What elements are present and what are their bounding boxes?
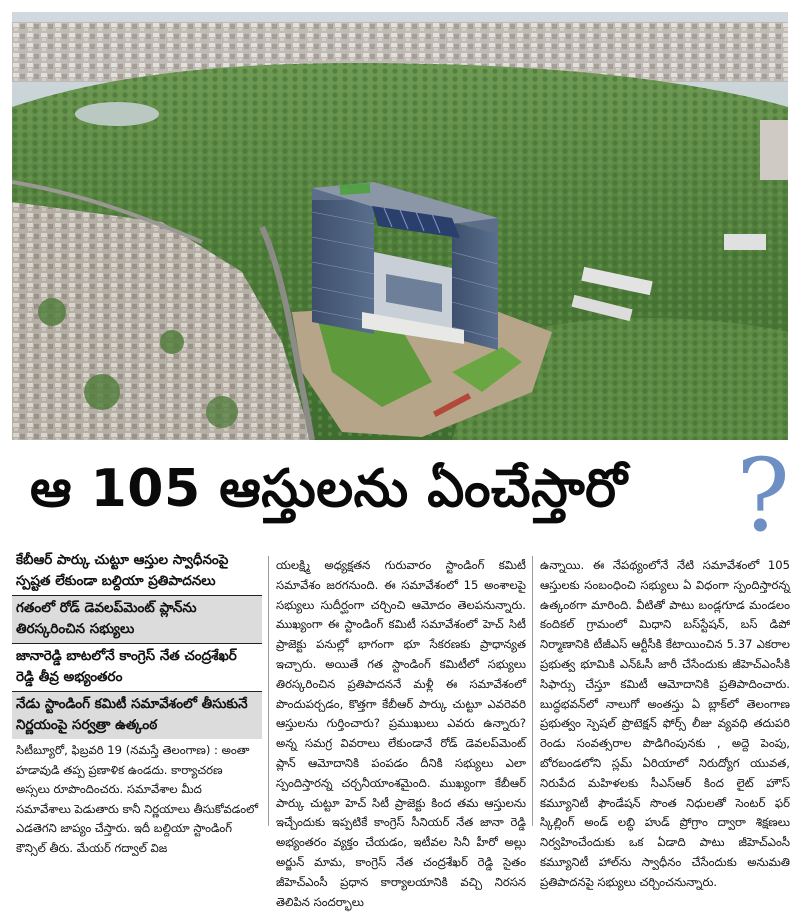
question-mark-icon [734,442,792,542]
body-paragraph: ఉన్నాయి. ఈ నేపథ్యంలోనే నేటి సమావేశంలో 105 ఆస్తులకు సంబంధించి సభ్యులు ఏ విధంగా స్పందిస్తారన్న ఉత్కంఠగా మారింది. వీటితో పాటు బండ్లగూడ మండలం కందికల్ గ్రామంలో మిధాని బస్‌స్టేషన్, బస్ డిపో నిర్మాణానికి టీజీఎస్ ఆర్టీసీకి కేటాయించిన 5.37 ఎకరాల ప్రభుత్వ భూమికి ఎన్‌ఓసీ జారీ చేసేందుకు జీహెచ్ఎంసీకి సిఫార్సు చేస్తూ కమిటీ ఆమోదానికి ప్రతిపాదించారు. బుద్ధభవన్‌లో నాలుగో అంతస్తు ఏ బ్లాక్‌లో తెలంగాణ ప్రభుత్వం స్పెషల్ ప్రొటెక్షన్ ఫోర్స్ లీజు వ్యవధి తదుపరి రెండు సంవత్సరాల పొడిగింపునకు , అద్దె పెంపు, బోరబండలోని స్లమ్ ఏరియాలో నిరుద్యోగ యువత, నిరుపేద మహిళలకు సీఎస్ఆర్ కింద లైట్ హౌస్ కమ్యూనిటీ ఫౌండేషన్ సొంత నిధులతో సెంటర్ ఫర్ స్కిల్లింగ్ అండ్ లబ్ధి హుడ్ ప్రోగ్రాం ద్వారా శిక్షణలు నిర్వహించేందుకు ఒక ఏడాది పాటు జీహెచ్ఎంసీ కమ్యూనిటీ హాల్‌ను స్వాధీనం చేసేందుకు అనుమతి ప్రతిపాదనపై సభ్యులు చర్చించనున్నారు. [540,558,790,889]
deck-line-1: కేబీఆర్ పార్కు చుట్టూ ఆస్తుల స్వాధీనంపై స్పష్టత లేకుండా బల్దియా ప్రతిపాదనలు [16,552,229,589]
body-column-1: సిటీబ్యూరో, ఫిబ్రవరి 19 (నమస్తే తెలంగాణ) : అంతా హడావుడి తప్ప ప్రణాళిక ఉండదు. కార్యాచరణ అస్సలు రూపొందించరు. సమావేశాల మీద సమావేశాలు పెడుతారు కానీ నిర్ణయాలు తీసుకోవడంలో ఎడతెగని జాప్యం చేస్తారు. ఇదీ బల్దియా స్టాండింగ్ కౌన్సిల్ తీరు. మేయర్ గద్వాల్ విజ [16,743,259,855]
question-mark-glyph: ? [736,442,790,542]
deck-line-2: గతంలో రోడ్ డెవలప్‌మెంట్ ప్లాన్‌ను తిరస్కరించిన సభ్యులు [12,595,262,643]
headline-area [12,440,788,546]
body-column-3 [540,556,790,893]
aerial-photo [12,12,788,440]
deck-line-4: నేడు స్టాండింగ్ కమిటీ సమావేశంలో తీసుకునే నిర్ణయంపై సర్వత్రా ఉత్కంఠ [12,691,262,739]
column-divider [532,556,533,826]
deck-column [12,548,262,858]
body-paragraph: యలక్ష్మి అధ్యక్షతన గురువారం స్టాండింగ్ కమిటీ సమావేశం జరగనుంది. ఈ సమావేశంలో 15 అంశాలపై సభ్యులు సుదీర్ఘంగా చర్చించి ఆమోదం తెలపనున్నారు. ముఖ్యంగా ఈ స్టాండింగ్ కమిటీ సమావేశంలో హెచ్ సిటీ ప్రాజెక్టు పనుల్లో భాగంగా భూ సేకరణకు ప్రాధాన్యత ఇచ్చారు. అయితే గత స్టాండింగ్ కమిటీలో సభ్యులు తిరస్కరించిన ప్రతిపాదననే మళ్లీ ఈ సమావేశంలో పొందుపర్చడం, కొత్తగా కేబీఆర్ పార్కు చుట్టూ ఎవరెవరి ఆస్తులను గుర్తించారు? ప్రముఖులు ఎవరు ఉన్నారు? అన్న సమగ్ర వివరాలు లేకుండానే రోడ్ డెవలప్‌మెంట్ ప్లాన్ ఆమోదానికి పంపడం దీనికి సభ్యులు ఎలా స్పందిస్తారన్న చర్చనీయాంశమైంది. ముఖ్యంగా కేబీఆర్ పార్కు చుట్టూ హెచ్ సిటీ ప్రాజెక్టు కింద తమ ఆస్తులను ఇచ్చేందుకు ఇప్పటికే కాంగ్రెస్ సీనియర్ నేత జానా రెడ్డి అభ్యంతరం వ్యక్తం చేయడం, ఇటీవల సినీ హీరో అల్లు అర్జున్ మామ, కాంగ్రెస్ నేత చంద్రశేఖర్ రెడ్డి సైతం జీహెచ్ఎంసీ ప్రధాన కార్యాలయానికి వచ్చి నిరసన తెలిపిన సందర్భాలు [276,558,526,909]
headline: ఆ 105 ఆస్తులను ఏంచేస్తారో [30,459,628,519]
deck-line-3: జానారెడ్డి బాటలోనే కాంగ్రెస్ నేత చంద్రశేఖర్ రెడ్డి తీవ్ర అభ్యంతరం [12,643,262,691]
column-divider [268,556,269,826]
body-column-2 [276,556,526,912]
aerial-photo-illustration [12,12,788,440]
